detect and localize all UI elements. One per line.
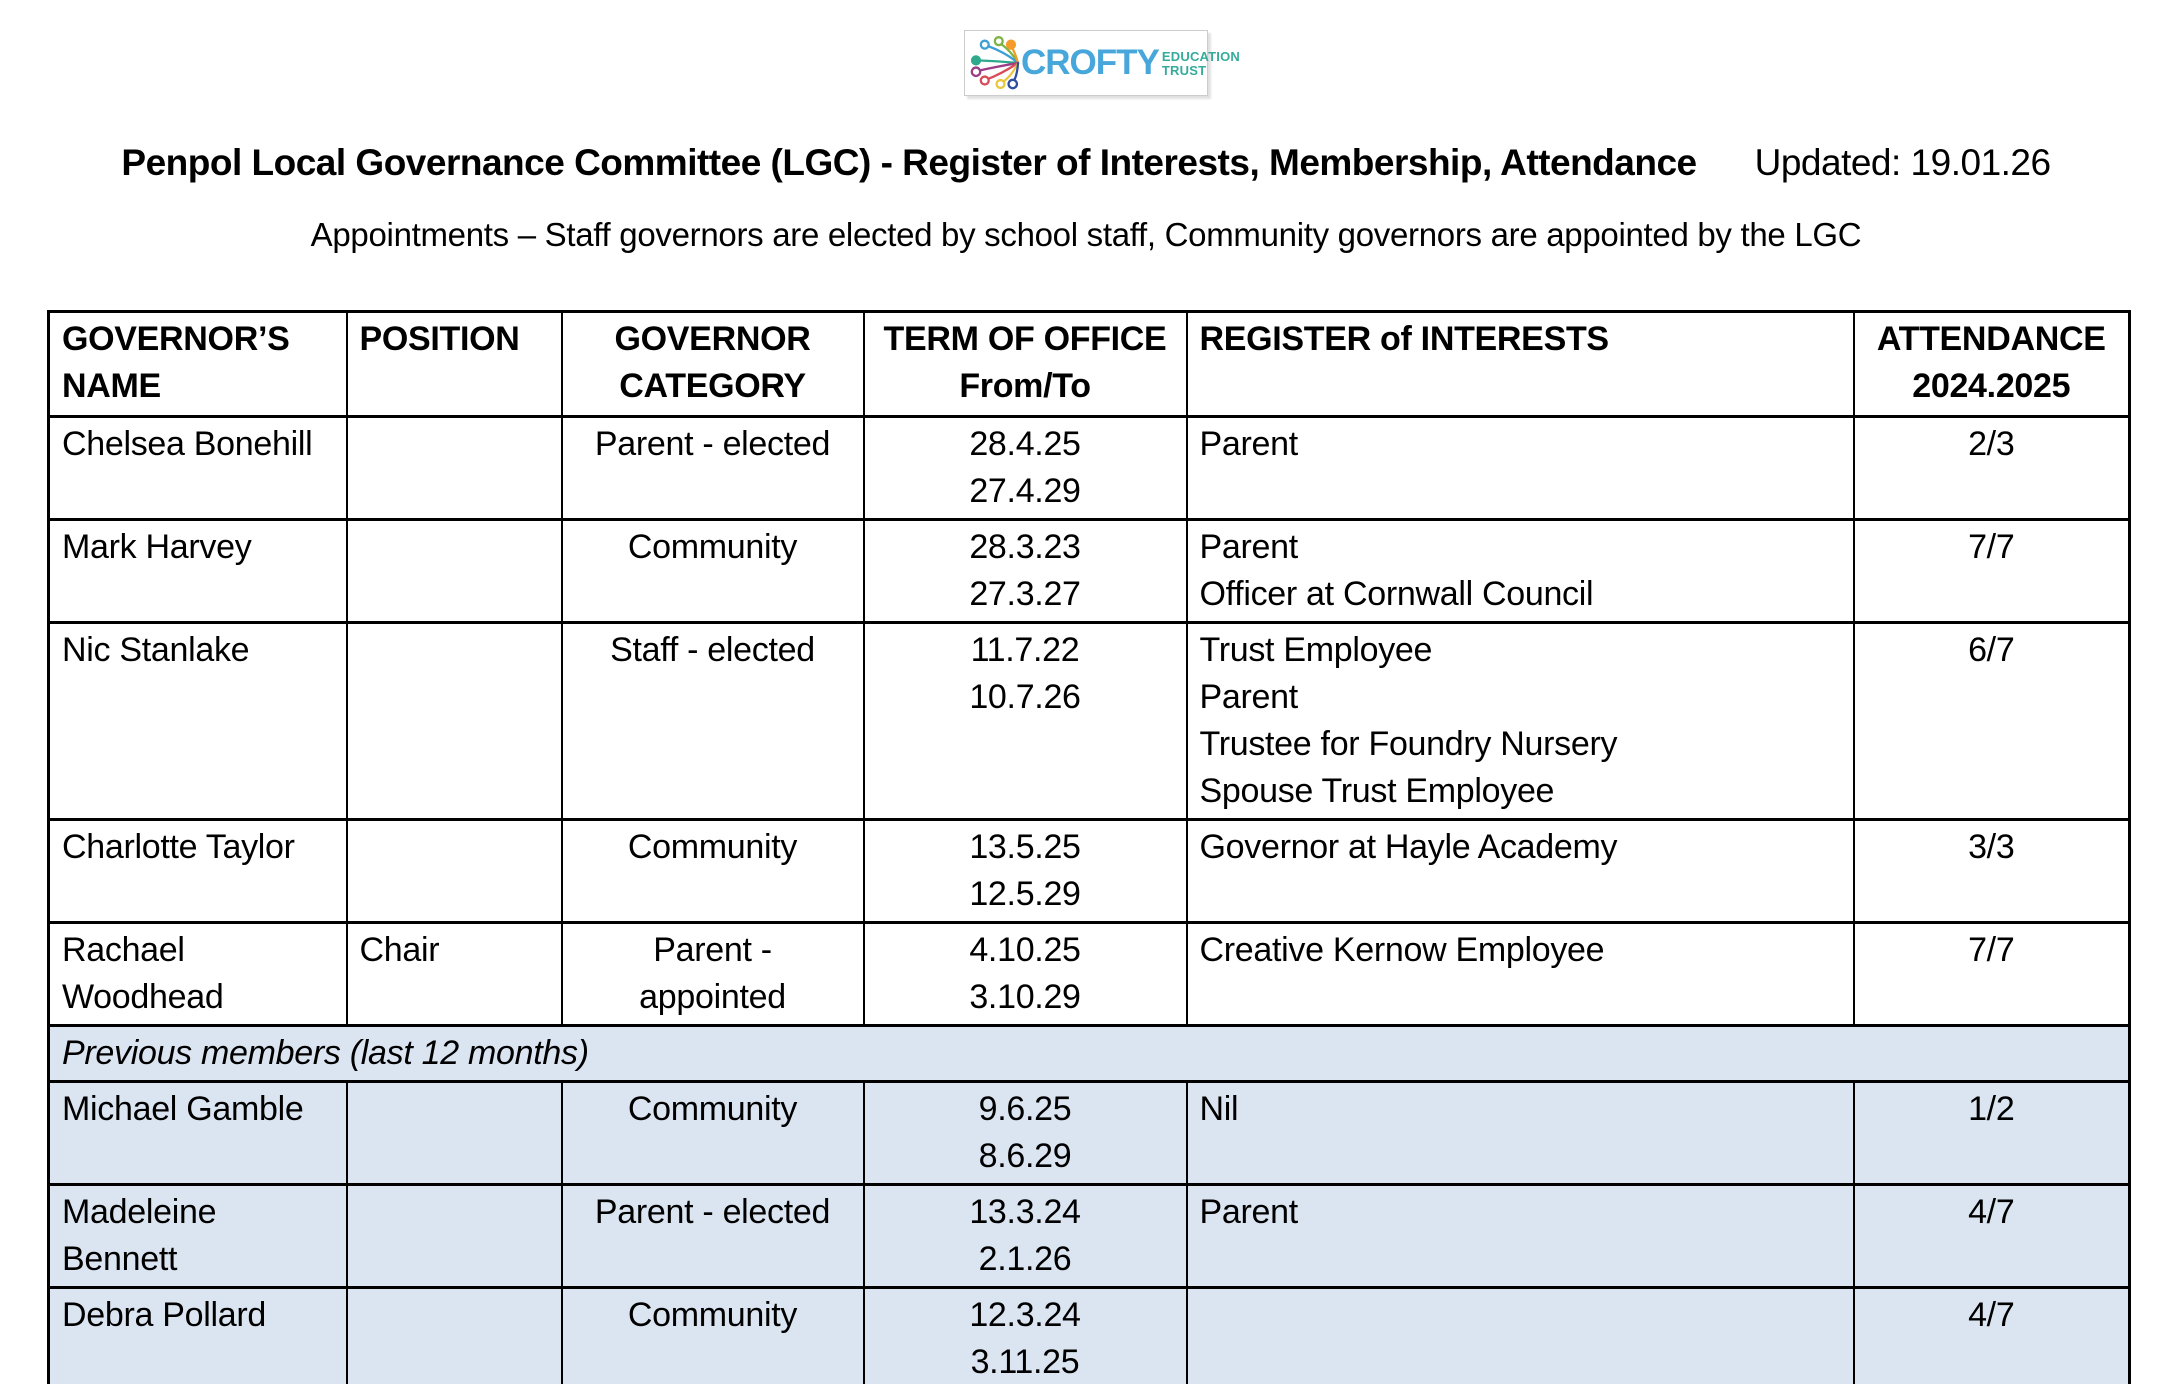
col-header-line: REGISTER of INTERESTS [1199,320,1609,358]
term-cell [864,417,1187,520]
col-header-line: POSITION [359,320,520,358]
attendance-value: 3/3 [1968,828,2015,866]
interest-item: Governor at Hayle Academy [1199,828,1618,866]
interest-item: Trustee for Foundry Nursery [1199,725,1618,763]
term-from: 28.4.25 [969,425,1081,463]
term-from: 13.3.24 [969,1193,1081,1231]
attendance-value: 4/7 [1968,1296,2015,1334]
position-cell [347,1288,562,1384]
attendance-cell [1854,1288,2130,1384]
attendance-cell [1854,923,2130,1026]
interests-cell [1187,520,1854,623]
col-header-register-of-interests [1187,312,1854,417]
category-cell [562,1288,864,1384]
interest-item: Parent [1199,425,1298,463]
col-header-attendance [1854,312,2130,417]
governor-category-value: Staff - elected [610,631,815,669]
table-row [49,417,2130,520]
col-header-line: From/To [959,367,1091,405]
position-cell [347,623,562,820]
governor-category-value: Community [627,1296,798,1334]
col-header-line: GOVERNOR’S [62,320,290,358]
category-cell [562,820,864,923]
category-cell [562,417,864,520]
term-to: 2.1.26 [978,1240,1072,1278]
governor-name: Debra Pollard [62,1296,266,1334]
page-title: Penpol Local Governance Committee (LGC) - Register of Interests, Membership, Attendance [121,142,1697,183]
col-header-line: CATEGORY [619,367,806,405]
term-to: 3.10.29 [969,978,1081,1016]
logo-sub-line2: TRUST [1161,63,1207,78]
term-from: 12.3.24 [969,1296,1081,1334]
previous-members-band-row [49,1026,2130,1082]
position-cell [347,820,562,923]
governor-name: Michael Gamble [62,1090,304,1128]
attendance-value: 2/3 [1968,425,2015,463]
attendance-cell [1854,520,2130,623]
col-header-line: NAME [62,367,161,405]
attendance-cell [1854,820,2130,923]
interests-cell [1187,1185,1854,1288]
governor-name: Mark Harvey [62,528,252,566]
governor-name: Madeleine Bennett [62,1193,217,1278]
interests-cell [1187,417,1854,520]
attendance-value: 1/2 [1968,1090,2015,1128]
governor-name: Chelsea Bonehill [62,425,313,463]
logo-sub-line1: EDUCATION [1161,49,1241,64]
term-from: 9.6.25 [978,1090,1072,1128]
interest-item: Parent [1199,678,1298,716]
term-from: 11.7.22 [970,631,1080,669]
updated-date: Updated: 19.01.26 [1754,142,2051,183]
interests-cell [1187,820,1854,923]
interests-cell [1187,923,1854,1026]
table-row [49,1082,2130,1185]
table-row [49,1185,2130,1288]
term-to: 8.6.29 [978,1137,1072,1175]
col-header-line: GOVERNOR [614,320,811,358]
col-header-governor-category [562,312,864,417]
term-from: 4.10.25 [969,931,1081,969]
attendance-value: 4/7 [1968,1193,2015,1231]
col-header-term-of-office [864,312,1187,417]
position-cell [347,1082,562,1185]
interest-item: Creative Kernow Employee [1199,931,1605,969]
col-header-governors-name [49,312,347,417]
position-cell [347,520,562,623]
current-members-body [49,417,2130,1026]
governor-name-cell [49,520,347,623]
term-from: 28.3.23 [969,528,1081,566]
attendance-value: 7/7 [1968,528,2015,566]
table-row [49,820,2130,923]
term-from: 13.5.25 [969,828,1081,866]
category-cell [562,520,864,623]
col-header-line: TERM OF OFFICE [883,320,1167,358]
governor-name-cell [49,623,347,820]
interests-cell [1187,1082,1854,1185]
header-row [49,312,2130,417]
table-header [49,312,2130,417]
governor-category-value: Parent - appointed [639,931,786,1016]
col-header-position [347,312,562,417]
crofty-dandelion-icon [969,35,1025,91]
table-row [49,1288,2130,1384]
governors-table [47,310,2131,1384]
term-cell [864,1288,1187,1384]
attendance-value: 7/7 [1968,931,2015,969]
col-header-line: ATTENDANCE [1876,320,2106,358]
table-row [49,923,2130,1026]
crofty-logo [964,30,1241,96]
position-value: Chair [359,931,440,969]
previous-members-band [49,1026,2130,1082]
attendance-cell [1854,1185,2130,1288]
logo-brand: CROFTY [1021,43,1159,82]
category-cell [562,1082,864,1185]
interest-item: Parent [1199,1193,1298,1231]
previous-members-label: Previous members (last 12 months) [49,1026,2130,1082]
governor-category-value: Community [627,1090,798,1128]
term-cell [864,1185,1187,1288]
governor-name-cell [49,417,347,520]
logo-subtext [1162,50,1240,78]
interests-cell [1187,623,1854,820]
term-to: 12.5.29 [969,875,1081,913]
governor-name-cell [49,1288,347,1384]
governor-category-value: Community [627,828,798,866]
attendance-value: 6/7 [1968,631,2015,669]
term-to: 10.7.26 [969,678,1081,716]
table-row [49,520,2130,623]
previous-members-body [49,1082,2130,1384]
attendance-cell [1854,417,2130,520]
interest-item: Officer at Cornwall Council [1199,575,1594,613]
category-cell [562,623,864,820]
governor-name: Nic Stanlake [62,631,250,669]
term-cell [864,820,1187,923]
attendance-cell [1854,1082,2130,1185]
interest-item: Trust Employee [1199,631,1433,669]
interests-cell [1187,1288,1854,1384]
governor-category-value: Parent - elected [594,1193,831,1231]
governor-category-value: Community [627,528,798,566]
position-cell [347,923,562,1026]
term-cell [864,623,1187,820]
table-row [49,623,2130,820]
category-cell [562,1185,864,1288]
position-cell [347,1185,562,1288]
term-to: 27.3.27 [969,575,1081,613]
governor-name: Rachael Woodhead [62,931,224,1016]
governor-name: Charlotte Taylor [62,828,295,866]
appointments-note: Appointments – Staff governors are elected by school staff, Community governors are appointed by the LGC [310,216,1862,253]
col-header-line: 2024.2025 [1912,367,2071,405]
position-cell [347,417,562,520]
term-cell [864,520,1187,623]
governor-name-cell [49,1185,347,1288]
governor-name-cell [49,1082,347,1185]
governor-name-cell [49,820,347,923]
attendance-cell [1854,623,2130,820]
interest-item: Parent [1199,528,1298,566]
term-to: 3.11.25 [970,1343,1080,1381]
logo-text [1021,43,1240,83]
interest-item: Spouse Trust Employee [1199,772,1555,810]
interest-item: Nil [1199,1090,1239,1128]
term-cell [864,923,1187,1026]
title-row [0,142,2172,184]
term-to: 27.4.29 [969,472,1081,510]
governor-category-value: Parent - elected [594,425,831,463]
term-cell [864,1082,1187,1185]
governor-name-cell [49,923,347,1026]
category-cell [562,923,864,1026]
